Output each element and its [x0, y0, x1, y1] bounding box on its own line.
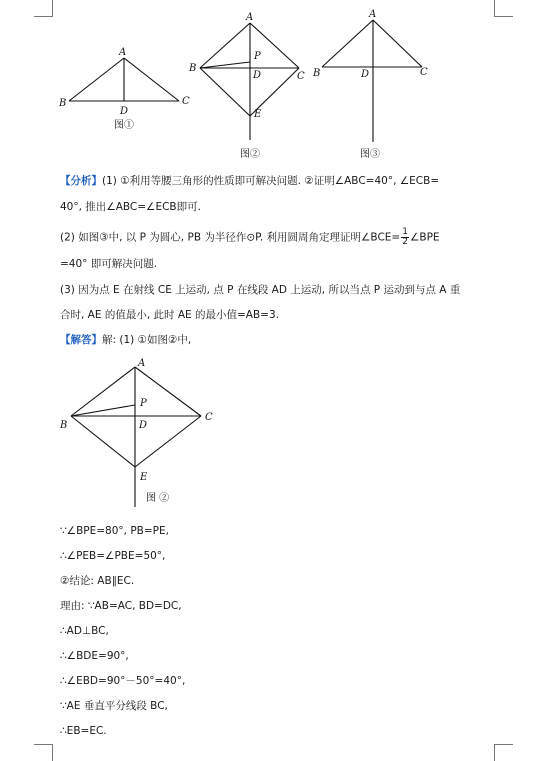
analysis-text-1: (1) ①利用等腰三角形的性质即可解决问题. ②证明∠ABC=40°, ∠ECB=: [102, 175, 440, 187]
step-line-2: ∴∠PEB=∠PBE=50°,: [60, 550, 166, 562]
step-line-7: ∴∠EBD=90°－50°=40°,: [60, 675, 186, 687]
analysis-line-3: [60, 228, 440, 247]
fig4-label-p: P: [140, 398, 147, 409]
analysis-text-3b: ∠BPE: [409, 231, 440, 244]
fig1-label-c: C: [182, 96, 190, 107]
fig2-caption: 图②: [240, 149, 260, 160]
analysis-text-3: (2) 如图③中, 以 P 为圆心, PB 为半径作⊙P. 利用圆周角定理证明∠BCE=: [60, 231, 401, 244]
page-corner-mark: [34, 744, 53, 761]
step-line-1: ∵∠BPE=80°, PB=PE,: [60, 525, 169, 537]
fig4-label-c: C: [205, 412, 213, 423]
analysis-line-5: (3) 因为点 E 在射线 CE 上运动, 点 P 在线段 AD 上运动, 所以当点 P 运动到与点 A 重: [60, 284, 461, 296]
step-line-6: ∴∠BDE=90°,: [60, 650, 129, 662]
fraction-one-half: [401, 228, 409, 247]
fig1-label-a: A: [119, 47, 127, 58]
step-line-3: ②结论: AB∥EC.: [60, 575, 135, 587]
fig4-caption: 图 ②: [146, 493, 170, 504]
fig1-label-d: D: [120, 106, 129, 117]
fig4-label-a: A: [138, 358, 146, 369]
fig4-label-b: B: [60, 420, 68, 431]
top-figures: [0, 0, 537, 165]
fig4-label-e: E: [140, 472, 148, 483]
fraction-numerator: 1: [402, 227, 408, 237]
fig4-label-d: D: [139, 420, 148, 431]
fig3-label-d: D: [361, 69, 370, 80]
fig1-caption: 图①: [114, 120, 134, 131]
answer-line: [60, 333, 191, 347]
fig2-label-a: A: [246, 12, 254, 23]
fig2-label-b: B: [189, 63, 197, 74]
fig3-caption: 图③: [360, 149, 380, 160]
fig2-label-e: E: [254, 109, 262, 120]
figure-2-large: [0, 355, 537, 515]
figure-1: [69, 58, 179, 101]
analysis-line-4: =40° 即可解决问题.: [60, 258, 158, 270]
analysis-line-6: 合时, AE 的值最小, 此时 AE 的最小值=AB=3.: [60, 309, 279, 321]
analysis-line-1: [60, 174, 439, 188]
figure-3: [322, 20, 422, 142]
step-line-5: ∴AD⊥BC,: [60, 625, 109, 637]
fraction-denominator: 2: [402, 237, 408, 247]
analysis-tag: 【分析】: [60, 175, 102, 187]
analysis-line-2: 40°, 推出∠ABC=∠ECB即可.: [60, 201, 201, 213]
step-line-8: ∵AE 垂直平分线段 BC,: [60, 700, 168, 712]
step-line-9: ∴EB=EC.: [60, 725, 107, 737]
page-corner-mark: [494, 744, 513, 761]
answer-tag: 【解答】: [60, 334, 102, 346]
answer-intro: 解: (1) ①如图②中,: [102, 334, 192, 346]
fig2-label-p: P: [254, 51, 261, 62]
fig3-label-a: A: [369, 9, 377, 20]
fig1-label-b: B: [59, 98, 67, 109]
fig3-label-b: B: [313, 68, 321, 79]
fig3-label-c: C: [420, 67, 428, 78]
figure-2: [200, 23, 299, 140]
fig2-label-d: D: [253, 70, 262, 81]
fig2-label-c: C: [297, 71, 305, 82]
step-line-4: 理由: ∵AB=AC, BD=DC,: [60, 600, 182, 612]
